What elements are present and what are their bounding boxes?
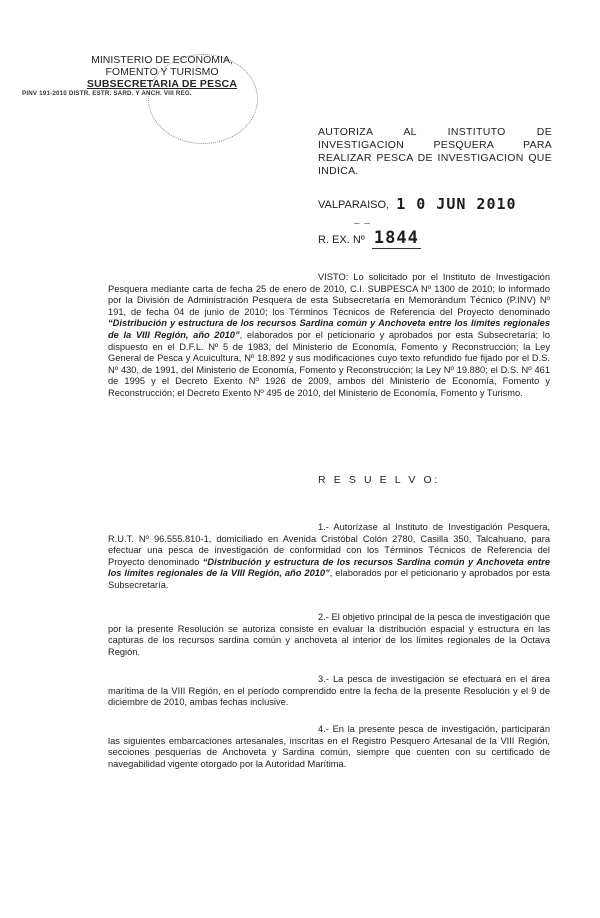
item-1-paragraph [108, 522, 550, 592]
subject-line-1: AUTORIZA AL INSTITUTO DE [318, 126, 552, 138]
item-1-text-continued: , elaborados por el peticionario y aprobados por esta Subsecretaría. [108, 568, 550, 590]
item-1-text: 1.- Autorízase al Instituto de Investigación Pesquera, R.U.T. Nº 96.555.810-1, domiciliado en Avenida Cristóbal Colón 2780, Casilla 350, Talcahuano, para efectuar una pesca de investigación de conformidad con los Términos Técnicos de Referencia del Proyecto denominado [108, 522, 550, 567]
visto-project-title: “Distribución y estructura de los recursos Sardina común y Anchoveta entre los límites regionales de la VIII Región, año 2010” [108, 318, 550, 340]
letterhead [22, 54, 262, 97]
letterhead-reference: PINV 191-2010 DISTR. ESTR. SARD. Y ANCH. VIII REG. [22, 90, 192, 97]
item-2-paragraph: 2.- El objetivo principal de la pesca de investigación que por la presente Resolución se autoriza consiste en evaluar la distribución espacial y estructura en las capturas de los recursos sardina común y anchoveta al interior de los límites regionales de la Octava Región. [108, 612, 550, 657]
subject-block [318, 126, 552, 178]
visto-text: VISTO: Lo solicitado por el Instituto de Investigación Pesquera mediante carta de fecha 25 de enero de 2010, C.I. SUBPESCA Nº 1300 de 2010; lo informado por la División de Administración Pesquera de esta Subsecretaría en Memorándum Técnico (P.INV) Nº 191, de fecha 04 de junio de 2010; los Términos Técnicos de Referencia del Proyecto denominado [108, 272, 550, 317]
resolution-number [318, 230, 558, 248]
subject-line-2: INVESTIGACION PESQUERA PARA [318, 139, 552, 151]
item-1-project-title: “Distribución y estructura de los recursos Sardina común y Anchoveta entre los límites regionales de la VIII Región, año 2010” [108, 556, 550, 579]
letterhead-subsecretaria: SUBSECRETARIA DE PESCA [86, 78, 238, 90]
dateline [318, 196, 558, 212]
rex-number: 1844 [373, 228, 419, 248]
item-4-paragraph: 4.- En la presente pesca de investigación, participarán las siguientes embarcaciones artesanales, inscritas en el Registro Pesquero Artesanal de la VIII Región, secciones pesquerías de Anchoveta y Sardina común, siempre que cuenten con su certificado de navegabilidad vigente otorgado por la Autoridad Marítima. [108, 724, 550, 769]
visto-text-continued: , elaborados por el peticionario y aprobados por esta Subsecretaría; lo dispuesto en el D.F.L. Nº 5 de 1983, del Ministerio de Economía, Fomento y Reconstrucción; la Ley General de Pesca y Acuicultura, Nº 18.892 y sus modificaciones cuyo texto refundido fue fijado por el D.S. Nº 430, de 1991, del Ministerio de Economía, Fomento y Reconstrucción; la Ley Nº 19.880; el D.S. Nº 461 de 1995 y el Decreto Exento Nº 1926 de 2009, ambos del Ministerio de Economía, Fomento y Reconstrucción; el Decreto Exento Nº 495 de 2010, del Ministerio de Economía, Fomento y Turismo. [108, 329, 550, 398]
letterhead-ministry-2: FOMENTO Y TURISMO [105, 66, 219, 78]
subject-line-4: INDICA. [318, 165, 359, 177]
resuelvo-heading: R E S U E L V O: [318, 474, 440, 486]
item-3-paragraph: 3.- La pesca de investigación se efectuará en el área marítima de la VIII Región, en el período comprendido entre la fecha de la presente Resolución y el 9 de diciembre de 2010, ambas fechas inclusive. [108, 674, 550, 708]
rex-label: R. EX. Nº [318, 234, 365, 246]
letterhead-ministry: MINISTERIO DE ECONOMIA, [91, 54, 233, 66]
visto-paragraph [108, 272, 550, 400]
dateline-date-stamp: 1 0 JUN 2010 [396, 195, 517, 213]
dateline-city: VALPARAISO, [318, 199, 390, 211]
subject-line-3: REALIZAR PESCA DE INVESTIGACION QUE [318, 152, 552, 164]
dash-marks: – – [354, 218, 371, 229]
